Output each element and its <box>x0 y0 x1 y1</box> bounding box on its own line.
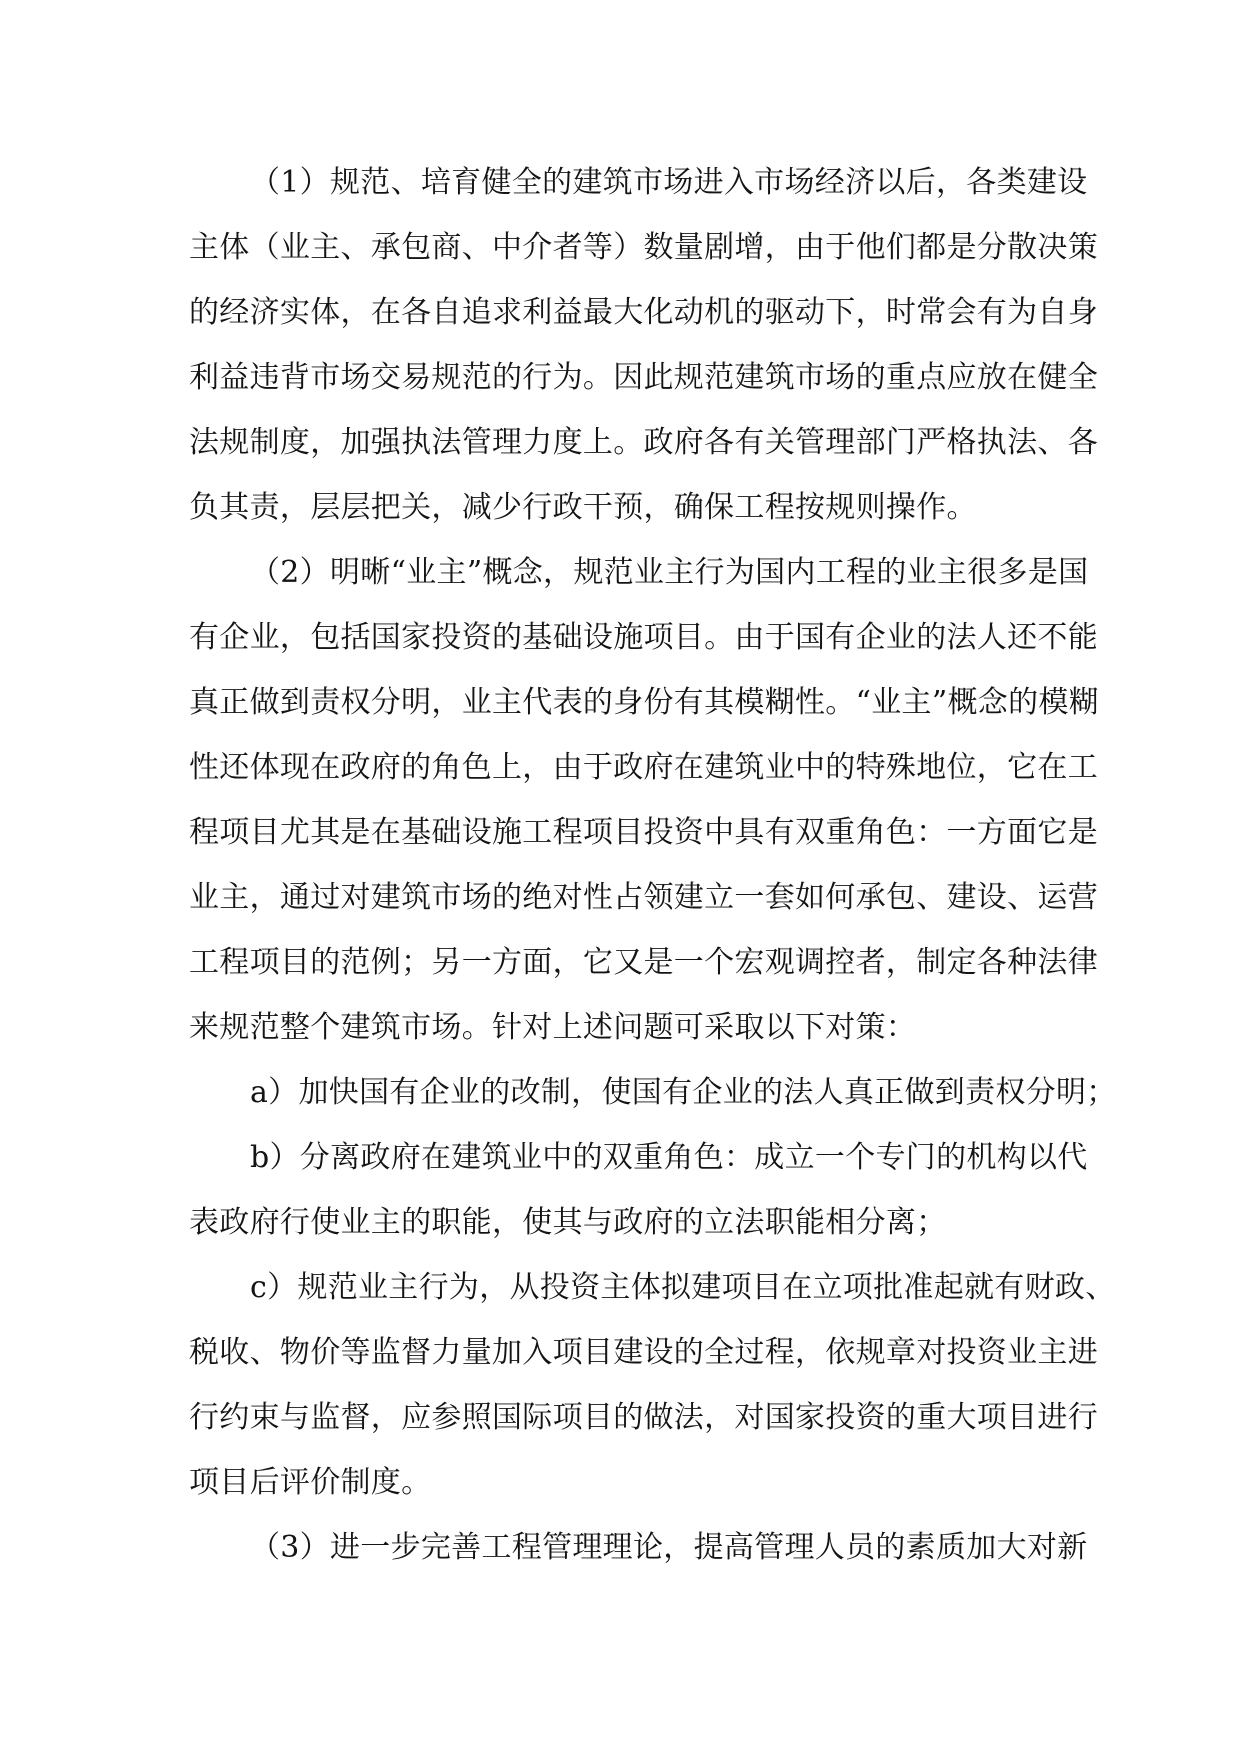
text-line: 的经济实体，在各自追求利益最大化动机的驱动下，时常会有为自身 <box>189 295 1098 330</box>
text-line: 法规制度，加强执法管理力度上。政府各有关管理部门严格执法、各 <box>189 425 1098 460</box>
text-line: 真正做到责权分明，业主代表的身份有其模糊性。“业主”概念的模糊 <box>189 685 1099 720</box>
text-line: 性还体现在政府的角色上，由于政府在建筑业中的特殊地位，它在工 <box>189 750 1098 785</box>
text-line: 税收、物价等监督力量加入项目建设的全过程，依规章对投资业主进 <box>189 1335 1098 1370</box>
text-line: a）加快国有企业的改制，使国有企业的法人真正做到责权分明； <box>250 1075 1117 1110</box>
text-line: 来规范整个建筑市场。针对上述问题可采取以下对策： <box>189 1010 917 1045</box>
text-line: c）规范业主行为，从投资主体拟建项目在立项批准起就有财政、 <box>250 1270 1116 1305</box>
text-line: 项目后评价制度。 <box>189 1465 432 1500</box>
document-body <box>189 157 1117 1587</box>
text-line: 工程项目的范例；另一方面，它又是一个宏观调控者，制定各种法律 <box>189 945 1098 980</box>
text-line: 有企业，包括国家投资的基础设施项目。由于国有企业的法人还不能 <box>189 620 1098 655</box>
text-line: （1）规范、培育健全的建筑市场进入市场经济以后，各类建设 <box>250 165 1088 200</box>
text-line: 利益违背市场交易规范的行为。因此规范建筑市场的重点应放在健全 <box>189 360 1098 395</box>
text-line: （3）进一步完善工程管理理论，提高管理人员的素质加大对新 <box>250 1530 1088 1565</box>
text-line: 主体（业主、承包商、中介者等）数量剧增，由于他们都是分散决策 <box>189 230 1098 265</box>
text-line: 表政府行使业主的职能，使其与政府的立法职能相分离； <box>189 1205 947 1240</box>
text-line: 程项目尤其是在基础设施工程项目投资中具有双重角色：一方面它是 <box>189 815 1098 850</box>
text-line: （2）明晰“业主”概念，规范业主行为国内工程的业主很多是国 <box>250 555 1089 590</box>
text-line: 业主，通过对建筑市场的绝对性占领建立一套如何承包、建设、运营 <box>189 880 1098 915</box>
text-line: 负其责，层层把关，减少行政干预，确保工程按规则操作。 <box>189 490 977 525</box>
text-line: b）分离政府在建筑业中的双重角色：成立一个专门的机构以代 <box>250 1140 1088 1175</box>
text-line: 行约束与监督，应参照国际项目的做法，对国家投资的重大项目进行 <box>189 1400 1098 1435</box>
